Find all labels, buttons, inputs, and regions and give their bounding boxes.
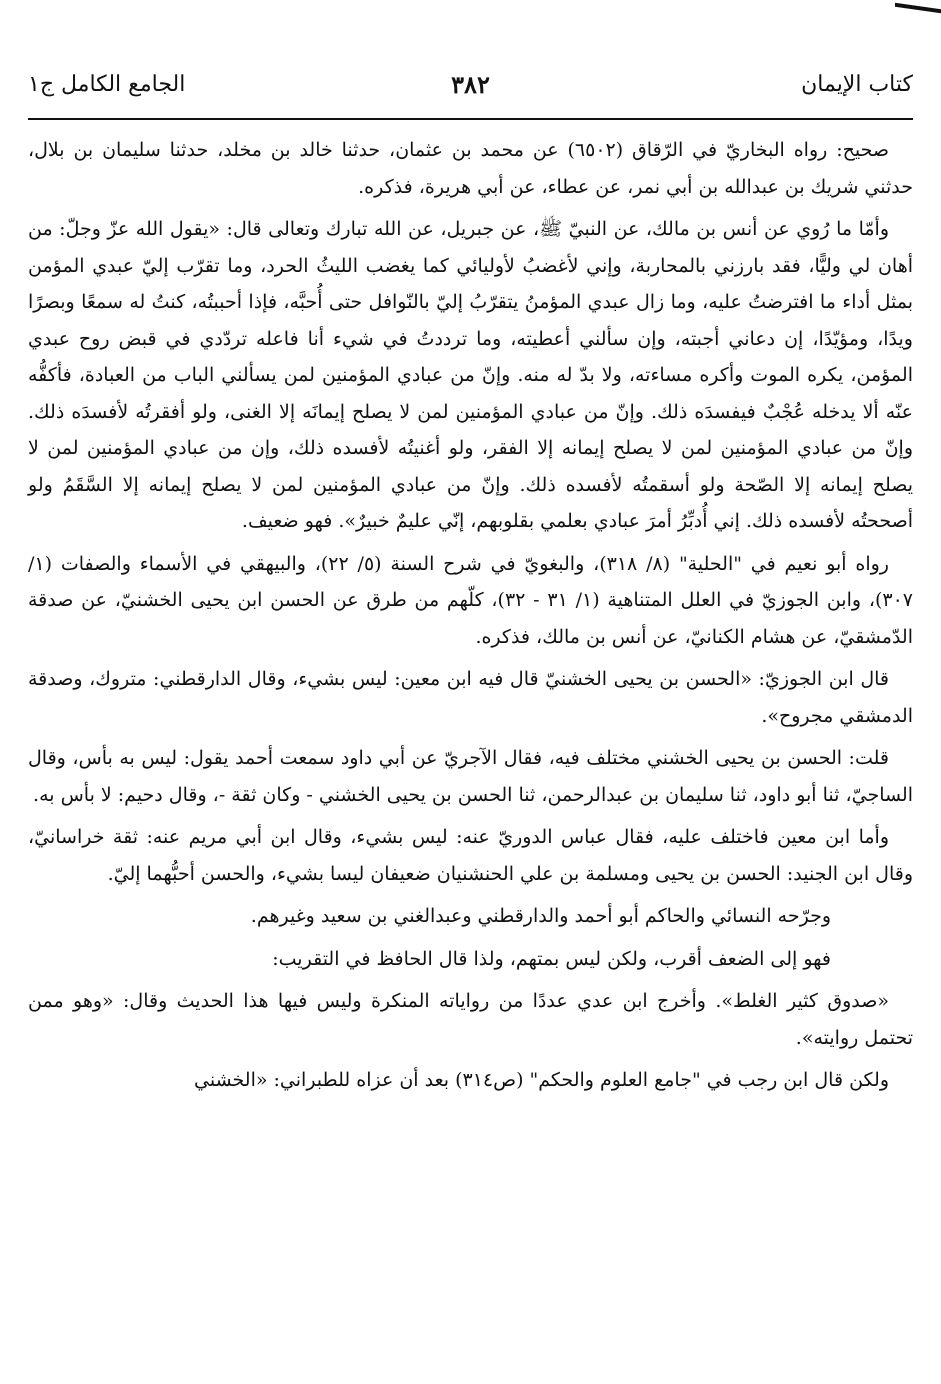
paragraph-ibn-main: وأما ابن معين فاختلف عليه، فقال عباس الدوريّ عنه: ليس بشيء، وقال ابن أبي مريم عنه: ثقة خراسانيّ، وقال ابن الجنيد: الحسن بن يحيى ومسلمة بن علي الحنشنيان ضعيفان ليسا بشيء، والحسن أحبُّهما إليّ. — [28, 826, 913, 885]
paragraph-qultu: قلت: الحسن بن يحيى الخشني مختلف فيه، فقال الآجريّ عن أبي داود سمعت أحمد يقول: ليس به بأس، وقال الساجيّ، ثنا أبو داود، ثنا سليمان بن عبدالرحمن، ثنا الحسن بن يحيى الخشني - وكان ثقة -، وقال دحيم: لا بأس به. — [28, 747, 913, 806]
volume-title: الجامع الكامل ج١ — [28, 72, 186, 97]
page-header — [28, 72, 913, 112]
body-text — [28, 132, 913, 1105]
paragraph-takhrij: رواه أبو نعيم في "الحلية" (٨/ ٣١٨)، والبغويّ في شرح السنة (٥/ ٢٢)، والبيهقي في الأسماء والصفات (١/ ٣٠٧)، وابن الجوزيّ في العلل المتناهية (١/ ٣١ - ٣٢)، كلّهم من طرق عن الحسن ابن يحيى الخشنيّ، عن صدقة الدّمشقيّ، عن هشام الكنانيّ، عن أنس بن مالك، فذكره. — [28, 552, 913, 648]
paragraph-taqrib: فهو إلى الضعف أقرب، ولكن ليس بمتهم، ولذا قال الحافظ في التقريب: — [272, 947, 831, 970]
paragraph-jarh: وجرّحه النسائي والحاكم أبو أحمد والدارقطني وعبدالغني بن سعيد وغيرهم. — [250, 905, 831, 927]
book-title: كتاب الإيمان — [801, 72, 913, 97]
paragraph-ibn-jawzi: قال ابن الجوزيّ: «الحسن بن يحيى الخشنيّ قال فيه ابن معين: ليس بشيء، وقال الدارقطني: متروك، وصدقة الدمشقي مجروح». — [28, 668, 913, 727]
paragraph-sahih: صحيح: رواه البخاريّ في الرّقاق (٦٥٠٢) عن محمد بن عثمان، حدثنا خالد بن مخلد، حدثنا سليمان بن بلال، حدثني شريك بن عبدالله بن أبي نمر، عن عطاء، عن أبي هريرة، فذكره. — [28, 139, 913, 198]
paragraph-hadith-text: وأمّا ما رُوي عن أنس بن مالك، عن النبيّ ﷺ، عن جبريل، عن الله تبارك وتعالى قال: «يقول الله عزّ وجلّ: من أهان لي وليًّا، فقد بارزني بالمحاربة، وإني لأغضبُ لأوليائي كما يغضب الليثُ الحرد، وما تقرّب إليّ عبدي المؤمن بمثل أداء ما افترضتُ عليه، وما زال عبدي المؤمنُ يتقرّبُ إليّ بالنّوافل حتى أُحبَّه، فإذا أحببتُه، كنتُ له سمعًا وبصرًا ويدًا، ومؤيّدًا، إن دعاني أجبته، وإن سألني أعطيته، وما ترددتُ في شيء أنا فاعله تردّدي في قبض روح عبدي المؤمن، يكره الموت وأكره مساءته، ولا بدّ له منه. وإنّ من عبادي المؤمنين لمن يسألني الباب من العبادة، فأكفُّه عنّه ألا يدخله عُجْبٌ فيفسدَه ذلك. وإنّ من عبادي المؤمنين لمن لا يصلح إيمانَه إلا الغنى، ولو أفقرتُه لأفسدَه ذلك. وإنّ من عبادي المؤمنين لمن لا يصلح إيمانه إلا الفقر، ولو أغنيتُه لأفسده ذلك، وإن من عبادي المؤمنين لمن لا يصلح إيمانه إلا الصّحة ولو أسقمتُه لأفسده ذلك. وإنّ من عبادي المؤمنين لمن لا يصلح إيمانه إلا السَّقَمُ ولو أصححتُه لأفسده ذلك. إني أُدبِّرُ أمرَ عبادي بعلمي بقلوبهم، إنّي عليمٌ خبيرٌ». فهو ضعيف. — [28, 218, 913, 532]
paragraph-ibn-adi: «صدوق كثير الغلط». وأخرج ابن عدي عددًا من رواياته المنكرة وليس فيها هذا الحديث وقال: «وهو ممن تحتمل روايته». — [28, 990, 913, 1049]
header-rule — [28, 118, 913, 120]
paragraph-ibn-rajab: ولكن قال ابن رجب في "جامع العلوم والحكم" (ص٣١٤) بعد أن عزاه للطبراني: «الخشني — [194, 1069, 889, 1091]
page-number: ٣٨٢ — [451, 70, 490, 99]
corner-mark — [895, 3, 941, 13]
